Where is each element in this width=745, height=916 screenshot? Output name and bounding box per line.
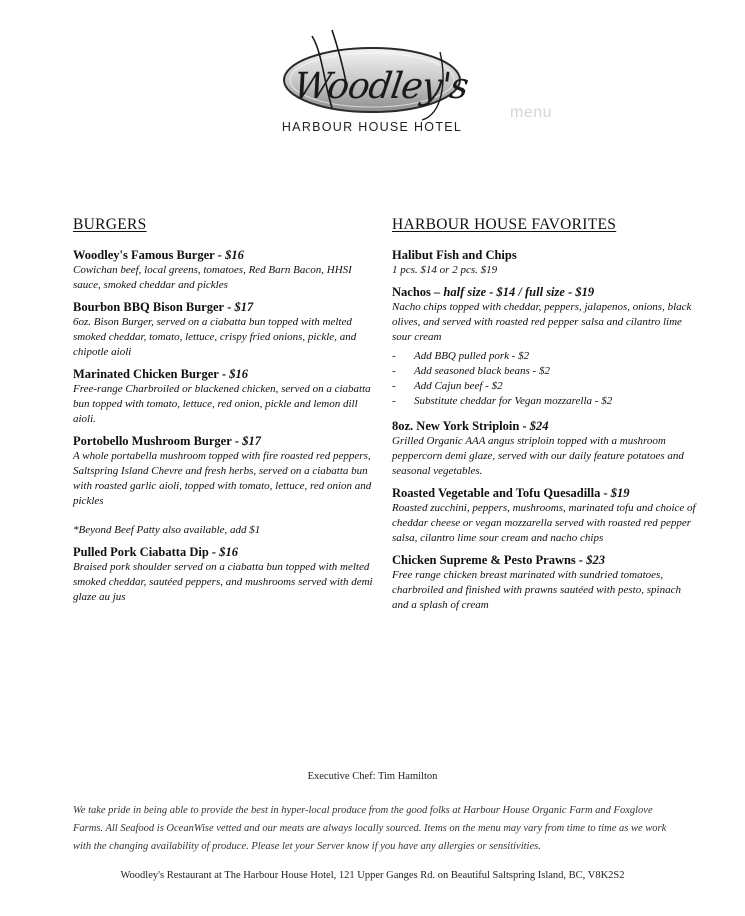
item-description: Nacho chips topped with cheddar, peppers, jalapenos, onions, black olives, and served with roasted red pepper salsa and cilantro lime sour cream <box>392 301 692 343</box>
menu-item <box>73 434 373 509</box>
item-name: Bourbon BBQ Bison Burger <box>73 300 225 314</box>
item-price: - $16 <box>214 248 244 262</box>
menu-item <box>73 300 373 360</box>
list-item: - Add BBQ pulled pork - $2 <box>392 350 530 362</box>
item-description: Free range chicken breast marinated with sundried tomatoes, charbroiled and finished with prawns sautéed with pesto, spinach and a splash of cream <box>392 569 681 611</box>
dash-bullet-icon: - <box>392 350 396 362</box>
menu-item <box>392 248 697 278</box>
item-name: Roasted Vegetable and Tofu Quesadilla <box>392 486 601 500</box>
item-description: Roasted zucchini, peppers, mushrooms, marinated tofu and choice of cheddar cheese or vegan mozzarella served with roasted red pepper salsa, cilantro lime sour cream and nacho chips <box>392 502 696 544</box>
item-price: - $17 <box>231 434 261 448</box>
item-price: - $19 <box>600 486 630 500</box>
item-price: - $24 <box>519 419 549 433</box>
executive-chef-credit: Executive Chef: Tim Hamilton <box>307 771 438 782</box>
item-name: 8oz. New York Striploin <box>392 419 520 433</box>
dash-bullet-icon: - <box>392 395 396 407</box>
beyond-beef-note: *Beyond Beef Patty also available, add $1 <box>73 524 261 536</box>
favorites-section <box>392 216 697 620</box>
burgers-section <box>73 216 373 612</box>
item-description: Braised pork shoulder served on a ciabatta bun topped with melted smoked cheddar, sautéed peppers, and mushrooms served with demi glaze au jus <box>73 561 373 603</box>
menu-item <box>392 419 697 479</box>
list-item: - Add seasoned black beans - $2 <box>392 365 550 377</box>
item-price: - $17 <box>224 300 254 314</box>
dash-bullet-icon: - <box>392 380 396 392</box>
item-price: - $19 <box>564 285 595 299</box>
item-description: 6oz. Bison Burger, served on a ciabatta bun topped with melted smoked cheddar, tomato, lettuce, crispy fried onions, pickle, and chipotle aioli <box>73 316 357 358</box>
item-description: Free-range Charbroiled or blackened chicken, served on a ciabatta bun topped with tomato, lettuce, red onion, pickle and lemon dill aioli. <box>73 383 371 425</box>
item-description: 1 pcs. $14 or 2 pcs. $19 <box>392 264 498 276</box>
item-name: Woodley's Famous Burger <box>73 248 215 262</box>
item-price: - $16 <box>208 545 238 559</box>
item-size-options: – half size - $14 / full size <box>430 285 565 299</box>
item-description: Cowichan beef, local greens, tomatoes, Red Barn Bacon, HHSI sauce, smoked cheddar and pickles <box>73 264 352 291</box>
item-name: Pulled Pork Ciabatta Dip <box>73 545 209 559</box>
item-price: - $16 <box>218 367 248 381</box>
menu-item <box>392 285 697 409</box>
logo-subtitle: HARBOUR HOUSE HOTEL <box>281 120 463 134</box>
list-item: - Substitute cheddar for Vegan mozzarella - $2 <box>392 395 613 407</box>
sourcing-disclaimer: We take pride in being able to provide the best in hyper-local produce from the good folks at Harbour House Organic Farm and Foxglove Farms. All Seafood is OceanWise vetted and our meats are always locally sourced. Items on the menu may vary from time to time as we work with the changing availability of produce. Please let your Server know if you have any allergies or sensitivities. <box>73 805 667 852</box>
nachos-addons-list <box>392 349 697 409</box>
list-item: - Add Cajun beef - $2 <box>392 380 503 392</box>
restaurant-logo <box>272 22 472 140</box>
item-name: Nachos <box>392 285 431 299</box>
item-description: Grilled Organic AAA angus striploin topped with a mushroom peppercorn demi glaze, served with our daily feature potatoes and seasonal vegetables. <box>392 435 684 477</box>
item-price: - $23 <box>575 553 605 567</box>
menu-item <box>73 367 373 427</box>
item-name: Halibut Fish and Chips <box>392 248 517 262</box>
menu-item <box>392 553 697 613</box>
watermark-text: menu <box>510 104 553 121</box>
menu-item <box>73 545 373 605</box>
item-name: Portobello Mushroom Burger <box>73 434 232 448</box>
item-description: A whole portabella mushroom topped with fire roasted red peppers, Saltspring Island Chevre and fresh herbs, served on a ciabatta bun with roasted garlic aioli, topped with tomato, lettuce, red onion and pickles <box>73 450 372 507</box>
item-name: Marinated Chicken Burger <box>73 367 219 381</box>
section-title-burgers: BURGERS <box>73 216 147 233</box>
dash-bullet-icon: - <box>392 365 396 377</box>
item-name: Chicken Supreme & Pesto Prawns <box>392 553 576 567</box>
menu-item <box>73 248 373 293</box>
logo-script-text: Woodley's <box>291 66 471 107</box>
menu-item <box>392 486 697 546</box>
section-title-favorites: HARBOUR HOUSE FAVORITES <box>392 216 617 233</box>
restaurant-address: Woodley's Restaurant at The Harbour House Hotel, 121 Upper Ganges Rd. on Beautiful Saltspring Island, BC, V8K2S2 <box>120 870 625 881</box>
